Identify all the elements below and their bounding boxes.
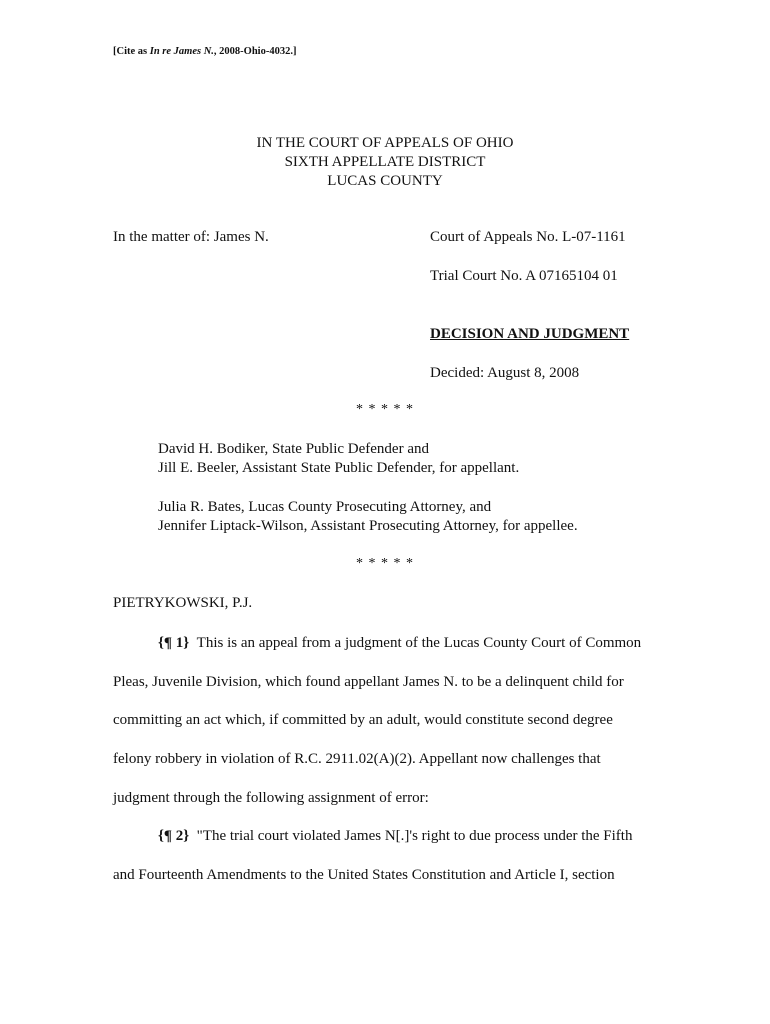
paragraph-1-first-line xyxy=(158,635,641,652)
paragraph-text: This is an appeal from a judgment of the Lucas County Court of Common xyxy=(196,635,642,651)
paragraph-1-line-3: committing an act which, if committed by an adult, would constitute second degree xyxy=(113,712,613,728)
court-district: SIXTH APPELLATE DISTRICT xyxy=(284,154,486,170)
citation-suffix: , 2008-Ohio-4032.] xyxy=(213,46,297,57)
court-name: IN THE COURT OF APPEALS OF OHIO xyxy=(256,135,514,151)
paragraph-1-line-5: judgment through the following assignment of error: xyxy=(113,790,429,806)
court-header xyxy=(0,134,770,191)
paragraph-1-line-4: felony robbery in violation of R.C. 2911.02(A)(2). Appellant now challenges that xyxy=(113,751,601,767)
appellant-counsel-line-2: Jill E. Beeler, Assistant State Public Defender, for appellant. xyxy=(158,460,520,476)
decision-heading: DECISION AND JUDGMENT xyxy=(430,326,630,342)
paragraph-text: "The trial court violated James N[.]'s right to due process under the Fifth xyxy=(196,828,633,844)
case-matter: In the matter of: James N. xyxy=(113,229,269,245)
appellee-counsel-line-1: Julia R. Bates, Lucas County Prosecuting Attorney, and xyxy=(158,499,492,515)
citation-line xyxy=(113,46,296,57)
decided-date: Decided: August 8, 2008 xyxy=(430,365,580,381)
paragraph-2-first-line xyxy=(158,828,632,845)
citation-case-name: In re James N. xyxy=(149,46,214,57)
section-separator: * * * * * xyxy=(356,402,414,417)
appellant-counsel-line-1: David H. Bodiker, State Public Defender and xyxy=(158,441,429,457)
judge-name: PIETRYKOWSKI, P.J. xyxy=(113,595,253,611)
appellee-counsel-line-2: Jennifer Liptack-Wilson, Assistant Prosecuting Attorney, for appellee. xyxy=(158,518,578,534)
court-county: LUCAS COUNTY xyxy=(327,173,443,189)
paragraph-1-line-2: Pleas, Juvenile Division, which found appellant James N. to be a delinquent child for xyxy=(113,674,624,690)
paragraph-number: {¶ 1} xyxy=(158,635,190,651)
section-separator: * * * * * xyxy=(356,556,414,571)
citation-prefix: [Cite as xyxy=(113,46,150,57)
paragraph-2-line-2: and Fourteenth Amendments to the United States Constitution and Article I, section xyxy=(113,867,615,883)
appeals-case-number: Court of Appeals No. L-07-1161 xyxy=(430,229,626,245)
trial-case-number: Trial Court No. A 07165104 01 xyxy=(430,268,618,284)
paragraph-number: {¶ 2} xyxy=(158,828,190,844)
